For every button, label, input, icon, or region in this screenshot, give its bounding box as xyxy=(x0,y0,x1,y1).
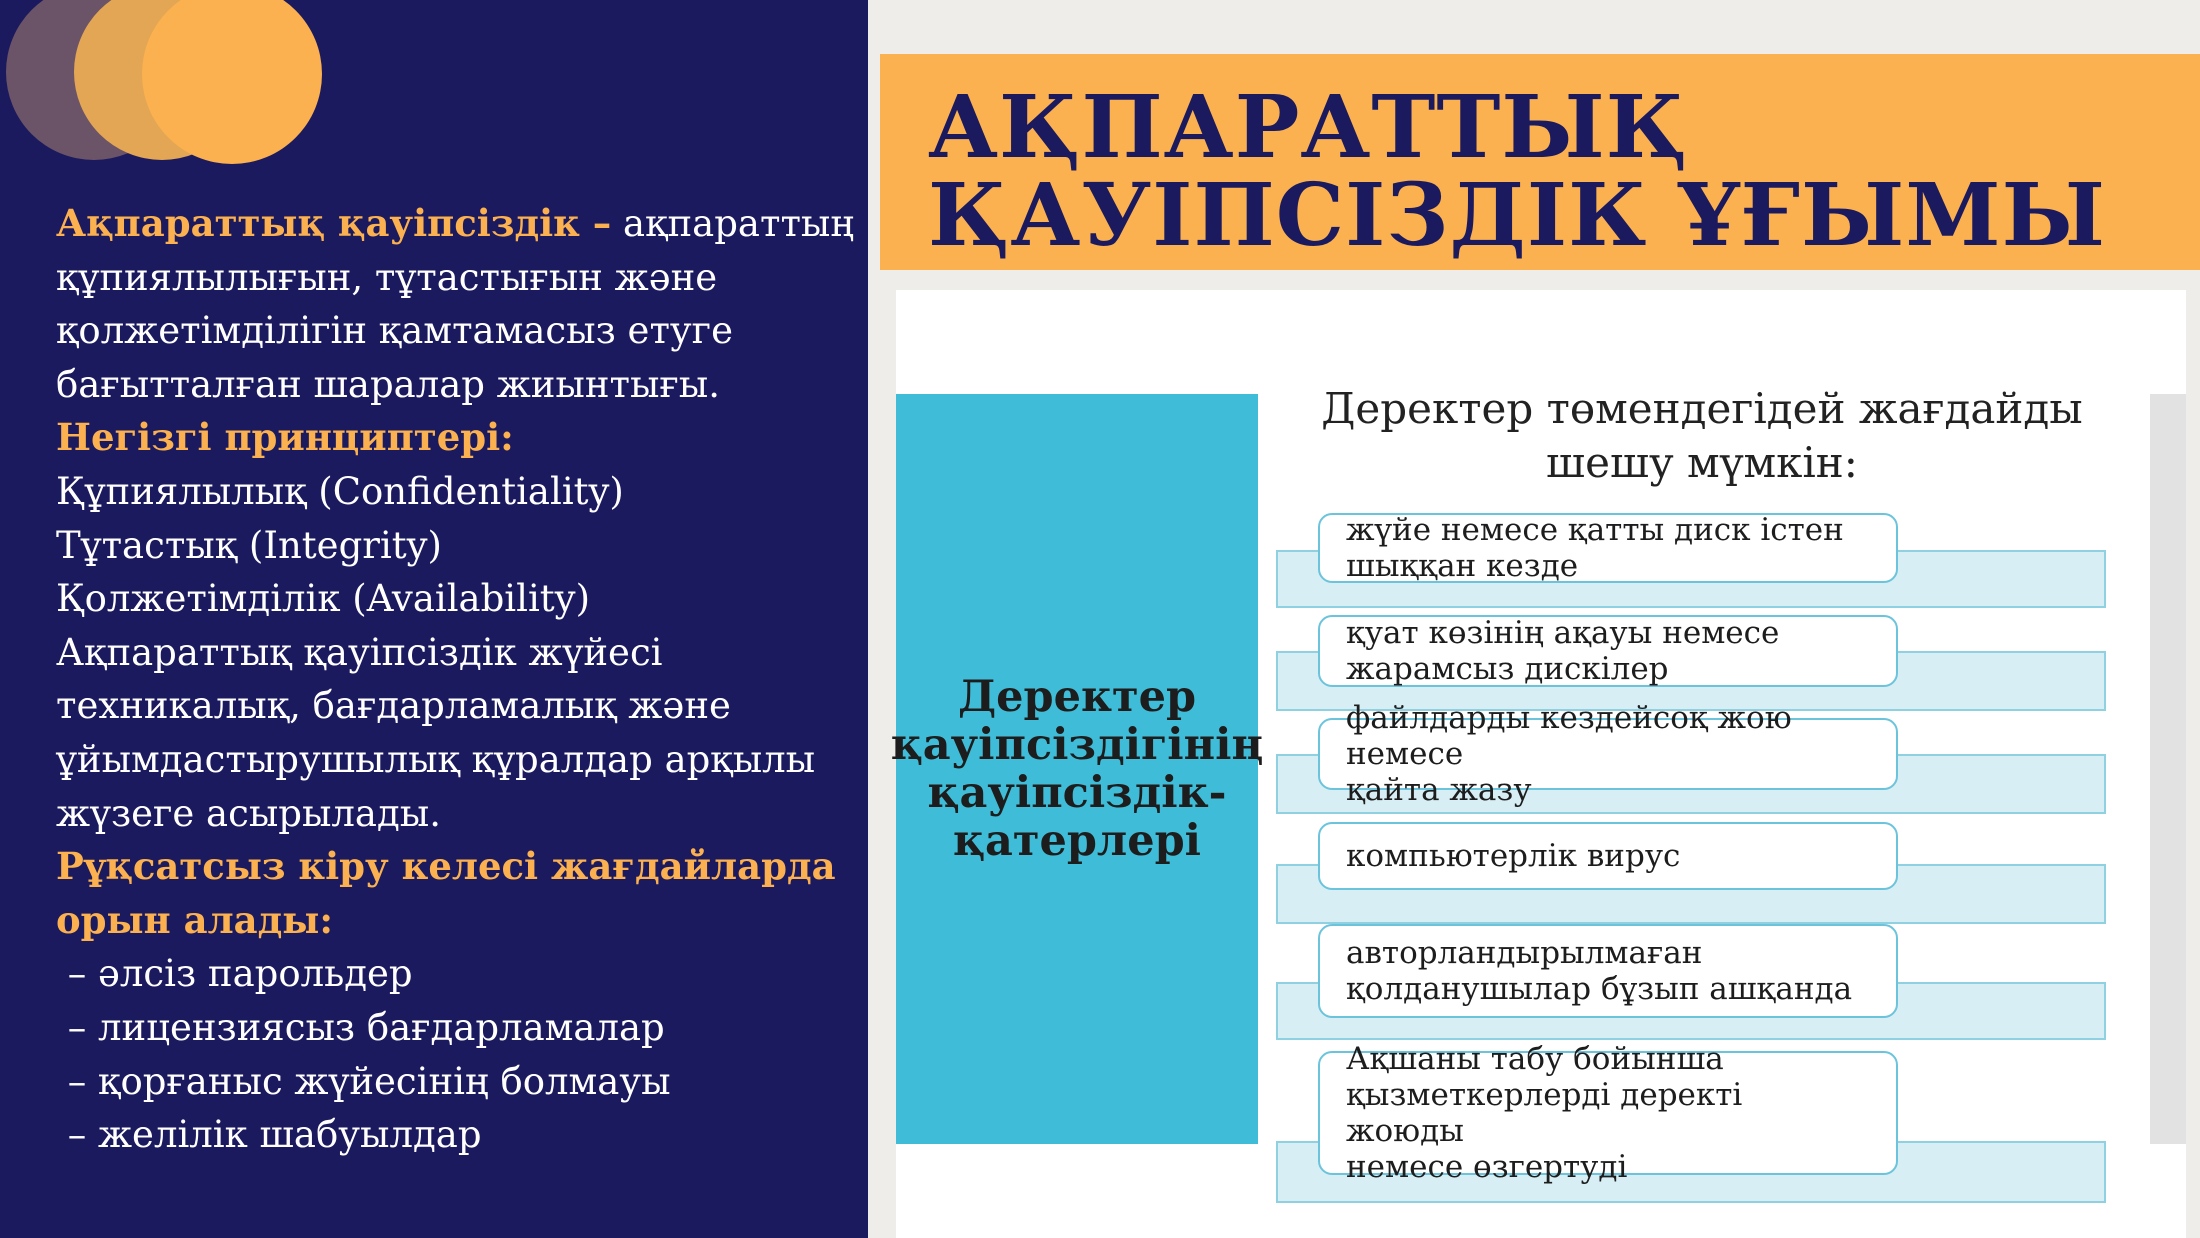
title-line: АҚПАРАТТЫҚ xyxy=(928,77,1689,178)
definition-line: бағытталған шаралар жиынтығы. xyxy=(56,362,721,406)
unauth-heading: орын алады: xyxy=(56,897,334,942)
definition-line: қолжетімділігін қамтамасыз етуге xyxy=(56,309,733,353)
principle-item: Құпиялылық (Confidentiality) xyxy=(56,469,624,513)
definition-line: Ақпараттық қауіпсіздік – ақпараттың xyxy=(56,201,855,245)
diagram-item xyxy=(1276,513,2106,608)
item-box: компьютерлік вирус xyxy=(1318,822,1898,890)
system-line: ұйымдастырушылық құралдар арқылы xyxy=(56,737,816,781)
unauth-heading: Рұқсатсыз кіру келесі жағдайларда xyxy=(56,844,836,889)
unauth-item: – қорғаныс жүйесінің болмауы xyxy=(56,1059,671,1103)
system-line: Ақпараттық қауіпсіздік жүйесі xyxy=(56,630,663,674)
diagram-item xyxy=(1276,700,2106,814)
unauth-item: – желілік шабуылдар xyxy=(56,1113,482,1157)
diagram-left-box xyxy=(890,394,1264,1144)
diagram-item xyxy=(1276,822,2106,924)
definition-term: Ақпараттық қауіпсіздік – xyxy=(56,201,612,245)
system-line: жүзеге асырылады. xyxy=(56,791,441,835)
item-box: жүйе немесе қатты диск істен шыққан кезде xyxy=(1318,513,1898,583)
principles-heading: Негізгі принциптері: xyxy=(56,415,514,460)
unauth-item: – лицензиясыз бағдарламалар xyxy=(56,1005,665,1049)
diagram-item xyxy=(1276,924,2106,1040)
item-box: Ақшаны табу бойынша қызметкерлерді деректі жоюды немесе өзгертуді xyxy=(1318,1051,1898,1175)
diagram-item xyxy=(1276,1041,2106,1203)
system-line: техникалық, бағдарламалық және xyxy=(56,684,731,728)
item-box: файлдарды кездейсоқ жою немесе қайта жазу xyxy=(1318,718,1898,790)
principle-item: Қолжетімділік (Availability) xyxy=(56,577,591,621)
slide-title xyxy=(928,77,2106,266)
definition-line: құпиялылығын, тұтастығын және xyxy=(56,255,718,299)
diagram-item xyxy=(1276,615,2106,711)
left-panel xyxy=(0,0,868,1238)
title-line: ҚАУІПСІЗДІК ҰҒЫМЫ xyxy=(928,165,2106,266)
diagram-side-bar xyxy=(2150,394,2186,1144)
unauth-item: – әлсіз парольдер xyxy=(56,952,413,996)
diagram-heading: Деректер төмендегідей жағдайды шешу мүмкін: xyxy=(1321,384,2083,487)
diagram-left-label: Деректер қауіпсіздігінің қауіпсіздік- қатерлері xyxy=(890,672,1264,866)
diagram-panel xyxy=(890,290,2186,1238)
item-box: қуат көзінің ақауы немесе жарамсыз дискілер xyxy=(1318,615,1898,687)
item-box: авторландырылмаған қолданушылар бұзып ашқанда xyxy=(1318,924,1898,1018)
principle-item: Тұтастық (Integrity) xyxy=(56,523,442,567)
left-text-block xyxy=(56,197,856,1162)
